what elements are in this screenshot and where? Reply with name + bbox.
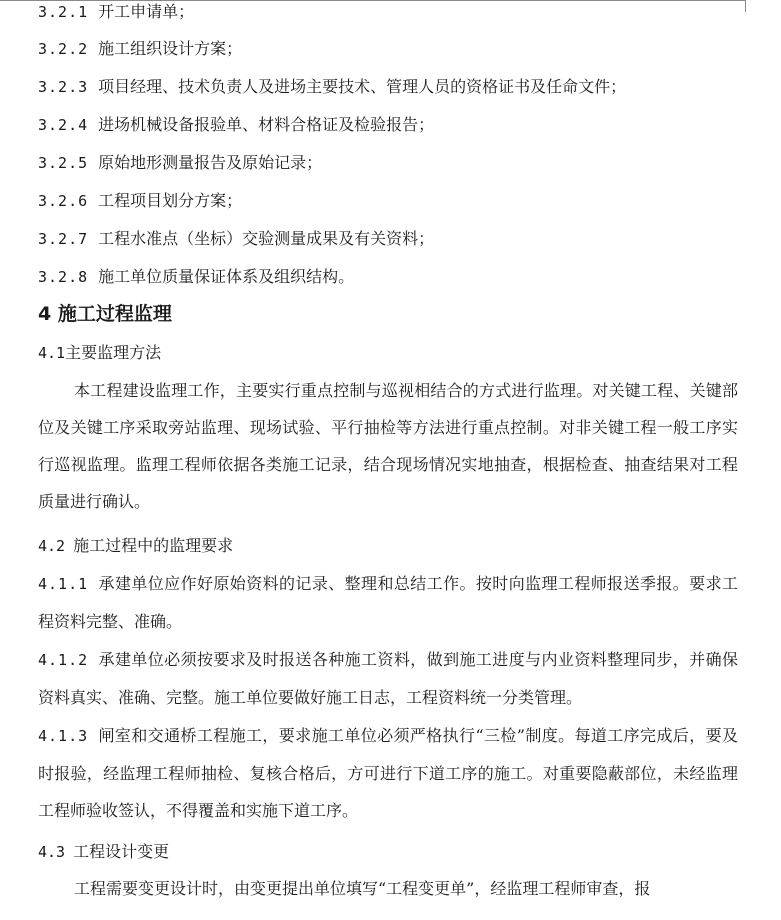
list-item: 3.2.1 开工申请单； [38, 2, 195, 21]
section-heading: 4 施工过程监理 [38, 303, 172, 325]
numbered-paragraph: 4.1.2 承建单位必须按要求及时报送各种施工资料，做到施工进度与内业资料整理同步，并确保资料真实、准确、完整。施工单位要做好施工日志，工程资料统一分类管理。 [38, 650, 738, 707]
subsection-heading: 4.1主要监理方法 [38, 343, 162, 362]
list-item: 3.2.8 施工单位质量保证体系及组织结构。 [38, 267, 355, 286]
list-item: 3.2.5 原始地形测量报告及原始记录； [38, 153, 323, 172]
list-item: 3.2.2 施工组织设计方案； [38, 39, 243, 58]
list-item: 3.2.4 进场机械设备报验单、材料合格证及检验报告； [38, 115, 435, 134]
subsection-heading: 4.2 施工过程中的监理要求 [38, 536, 234, 555]
page-top-border [0, 0, 745, 1]
list-item: 3.2.7 工程水准点（坐标）交验测量成果及有关资料； [38, 229, 435, 248]
list-item: 3.2.6 工程项目划分方案； [38, 191, 243, 210]
numbered-paragraph: 4.1.1 承建单位应作好原始资料的记录、整理和总结工作。按时向监理工程师报送季报。要求工程资料完整、准确。 [38, 574, 738, 631]
paragraph: 工程需要变更设计时，由变更提出单位填写“工程变更单”，经监理工程师审查，报 [74, 879, 651, 898]
paragraph: 本工程建设监理工作，主要实行重点控制与巡视相结合的方式进行监理。对关键工程、关键部位及关键工序采取旁站监理、现场试验、平行抽检等方法进行重点控制。对非关键工程一般工序实行巡视监理。监理工程师依据各类施工记录，结合现场情况实地抽查，根据检查、抽查结果对工程质量进行确认。 [38, 381, 738, 511]
page-right-border [745, 0, 746, 12]
numbered-paragraph: 4.1.3 闸室和交通桥工程施工，要求施工单位必须严格执行“三检”制度。每道工序完成后，要及时报验，经监理工程师抽检、复核合格后，方可进行下道工序的施工。对重要隐蔽部位，未经监理工程师验收签认，不得覆盖和实施下道工序。 [38, 726, 738, 820]
subsection-heading: 4.3 工程设计变更 [38, 842, 170, 861]
list-item: 3.2.3 项目经理、技术负责人及进场主要技术、管理人员的资格证书及任命文件； [38, 77, 627, 96]
